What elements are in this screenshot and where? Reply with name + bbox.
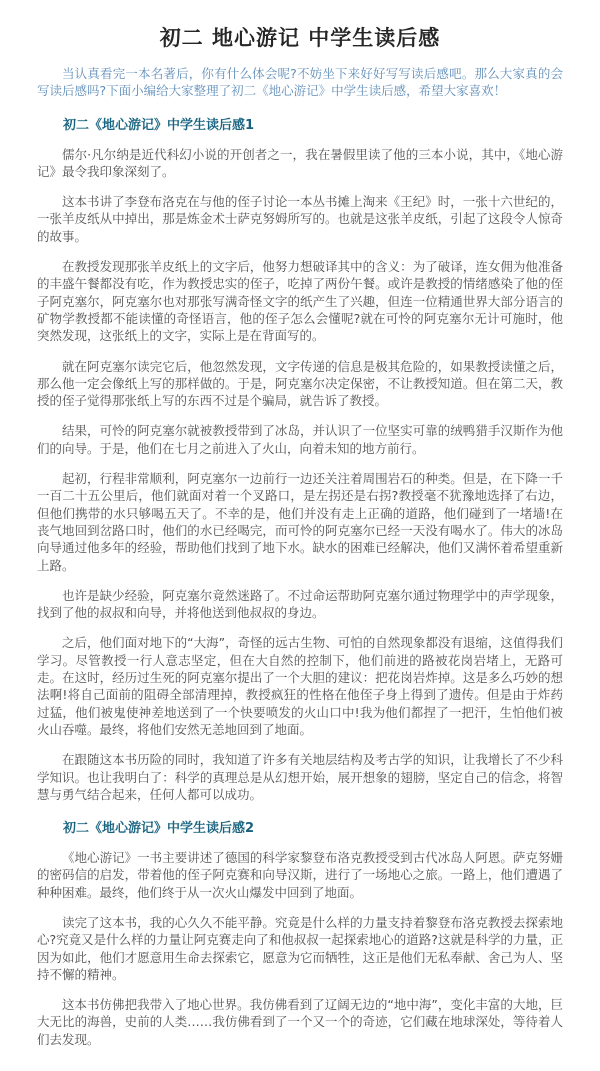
body-paragraph: 儒尔·凡尔纳是近代科幻小说的开创者之一，我在暑假里读了他的三本小说，其中，《地心游记》最令我印象深刻了。 — [37, 146, 563, 179]
page-title: 初二 地心游记 中学生读后感 — [159, 26, 441, 50]
body-paragraph: 在跟随这本书历险的同时，我知道了许多有关地层结构及考古学的知识，让我增长了不少科学知识。也让我明白了：科学的真理总是从幻想开始，展开想象的翅膀，坚定自己的信念，将智慧与勇气结合起来，任何人都可以成功。 — [37, 752, 563, 802]
intro-paragraph: 当认真看完一本名著后，你有什么体会呢?不妨坐下来好好写写读后感吧。那么大家真的会写读后感吗?下面小编给大家整理了初二《地心游记》中学生读后感，希望大家喜欢！ — [37, 66, 563, 99]
body-paragraph: 起初，行程非常顺利，阿克塞尔一边前行一边还关注着周围岩石的种类。但是，在下降一千一百二十五公里后，他们就面对着一个叉路口，是左拐还是右拐?教授毫不犹豫地选择了右边，但他们携带的水只够喝五天了。不幸的是，他们并没有走上正确的道路，他们碰到了一堵墙!在丧气地回到岔路口时，他们的水已经喝完，而可怜的阿克塞尔已经一天没有喝水了。伟大的冰岛向导通过他多年的经验，帮助他们找到了地下水。缺水的困难已经解决，他们又满怀着希望重新上路。 — [37, 471, 563, 573]
body-paragraph: 读完了这本书，我的心久久不能平静。究竟是什么样的力量支持着黎登布洛克教授去探索地心?究竟又是什么样的力量让阿克赛走向了和他叔叔一起探索地心的道路?这就是科学的力量，正因为如此，他们才愿意用生命去探索它，愿意为它而牺牲，这正是他们无私奉献、舍己为人、坚持不懈的精神。 — [37, 914, 563, 982]
body-paragraph: 之后，他们面对地下的“大海”，奇怪的远古生物、可怕的自然现象都没有退缩，这值得我们学习。尽管教授一行人意志坚定，但在大自然的控制下，他们前进的路被花岗岩堵上，无路可走。在这时，经历过生死的阿克塞尔提出了一个大胆的建议：把花岗岩炸掉。这是多么巧妙的想法啊!将自己面前的阻碍全部清理掉，教授疯狂的性格在他侄子身上得到了遗传。但是由于炸药过猛，他们被鬼使神差地送到了一个快要喷发的火山口中!我为他们都捏了一把汗，生怕他们被火山吞噬。最终，将他们安然无恙地回到了地面。 — [37, 635, 563, 737]
body-paragraph: 这本书仿佛把我带入了地心世界。我仿佛看到了辽阔无边的“地中海”，变化丰富的大地，巨大无比的海兽，史前的人类……我仿佛看到了一个又一个的奇迹，它们藏在地球深处，等待着人们去发现。 — [37, 997, 563, 1047]
section-heading-2: 初二《地心游记》中学生读后感2 — [63, 821, 255, 837]
body-paragraph: 《地心游记》一书主要讲述了德国的科学家黎登布洛克教授受到古代冰岛人阿恩。萨克努姗的密码信的启发，带着他的侄子阿克赛和向导汉斯，进行了一场地心之旅。一路上，他们遭遇了种种困难。最终，他们终于从一次火山爆发中回到了地面。 — [37, 850, 563, 900]
body-paragraph: 也许是缺少经验，阿克塞尔竟然迷路了。不过命运帮助阿克塞尔通过物理学中的声学现象，找到了他的叔叔和向导，并将他送到他叔叔的身边。 — [37, 587, 563, 621]
body-paragraph: 这本书讲了李登布洛克在与他的侄子讨论一本丛书摊上淘来《王纪》时，一张十六世纪的，一张羊皮纸从中掉出，那是炼金术士萨克努姆所写的。也就是这张羊皮纸，引起了这段令人惊奇的故事。 — [37, 194, 563, 244]
section-heading-1: 初二《地心游记》中学生读后感1 — [63, 117, 255, 133]
body-paragraph: 就在阿克塞尔读完它后，他忽然发现，文字传递的信息是极其危险的，如果教授读懂之后，那么他一定会像纸上写的那样做的。于是，阿克塞尔决定保密，不让教授知道。但在第二天，教授的侄子觉得那张纸上写的东西不过是个骗局，就告诉了教授。 — [37, 358, 563, 409]
body-paragraph: 结果，可怜的阿克塞尔就被教授带到了冰岛，并认识了一位坚实可靠的绒鸭猎手汉斯作为他们的向导。于是，他们在七月之前进入了火山，向着未知的地方前行。 — [37, 423, 563, 456]
article-sections — [37, 114, 563, 1048]
body-paragraph: 在教授发现那张羊皮纸上的文字后，他努力想破译其中的含义：为了破译，连女佣为他准备的丰盛午餐都没有吃，作为教授忠实的侄子，吃掉了两份午餐。或许是教授的情绪感染了他的侄子阿克塞尔，阿克塞尔也对那张写满奇怪文字的纸产生了兴趣，但连一位精通世界大部分语言的矿物学教授都不能读懂的奇怪语言，他的侄子怎么会懂呢?就在可怜的阿克塞尔无计可施时，他突然发现，这张纸上的文字，实际上是在背面写的。 — [37, 259, 563, 344]
